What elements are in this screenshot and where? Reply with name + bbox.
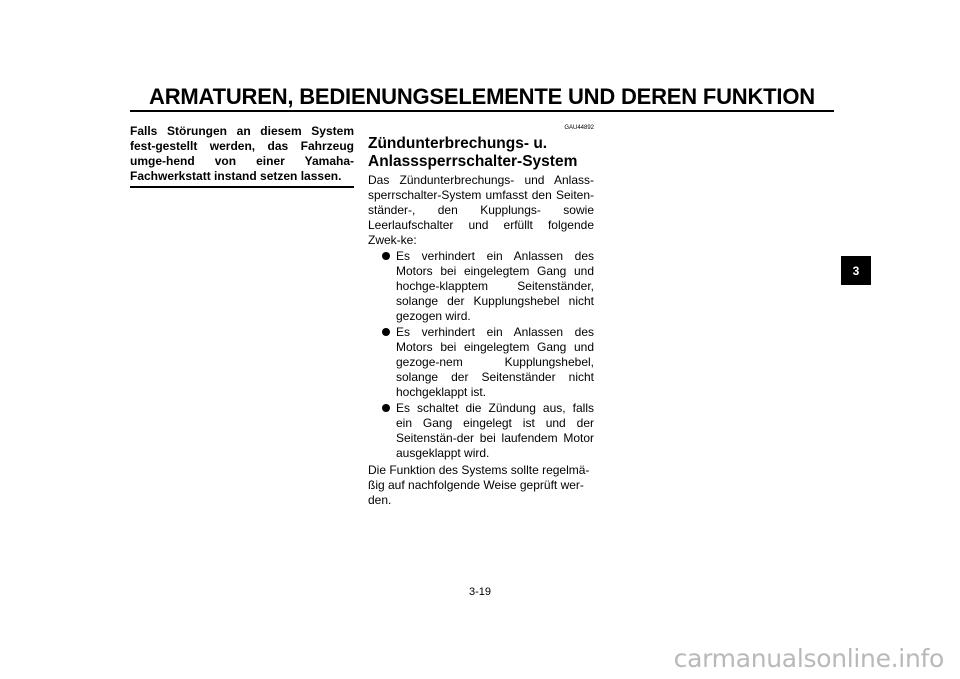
bullet-icon [382, 328, 390, 336]
bullet-text: Es schaltet die Zündung aus, falls ein Gang eingelegt ist und der Seitenstän-der bei laufendem Motor ausgeklappt wird. [396, 401, 594, 460]
intro-paragraph: Das Zündunterbrechungs- und Anlass-sperrschalter-System umfasst den Seiten-ständer-, den Kupplungs- sowie Leerlaufschalter und erfüllt folgende Zwek-ke: [368, 173, 594, 247]
bullet-text: Es verhindert ein Anlassen des Motors bei eingelegtem Gang und hochge-klapptem Seitenständer, solange der Kupplungshebel nicht gezogen wird. [396, 249, 594, 323]
bullet-item [368, 325, 594, 400]
bullet-item [368, 249, 594, 324]
warning-text: Falls Störungen an diesem System fest-gestellt werden, das Fahrzeug umge-hend von einer Yamaha-Fachwerkstatt instand setzen lassen. [130, 124, 354, 183]
page-header-title: ARMATUREN, BEDIENUNGSELEMENTE UND DEREN FUNKTION [149, 84, 815, 109]
chapter-tab-label: 3 [852, 263, 860, 278]
section-title: Zündunterbrechungs- u. Anlasssperrschalter-System [368, 135, 578, 170]
bullet-icon [382, 404, 390, 412]
bullet-item [368, 401, 594, 461]
header-divider [130, 110, 834, 112]
bullet-icon [382, 252, 390, 260]
section-code: GAU44892 [564, 125, 594, 131]
right-column [368, 125, 594, 508]
chapter-tab [841, 256, 871, 285]
bullet-text: Es verhindert ein Anlassen des Motors bei eingelegtem Gang und gezoge-nem Kupplungshebel, solange der Seitenständer nicht hochgeklappt ist. [396, 325, 594, 399]
watermark-text: carmanualsonline.info [673, 644, 944, 673]
warning-divider [130, 186, 354, 188]
outro-paragraph: Die Funktion des Systems sollte regelmä-ßig auf nachfolgende Weise geprüft wer-den. [368, 463, 590, 507]
bullet-list [368, 249, 594, 461]
page-number: 3-19 [468, 586, 492, 598]
